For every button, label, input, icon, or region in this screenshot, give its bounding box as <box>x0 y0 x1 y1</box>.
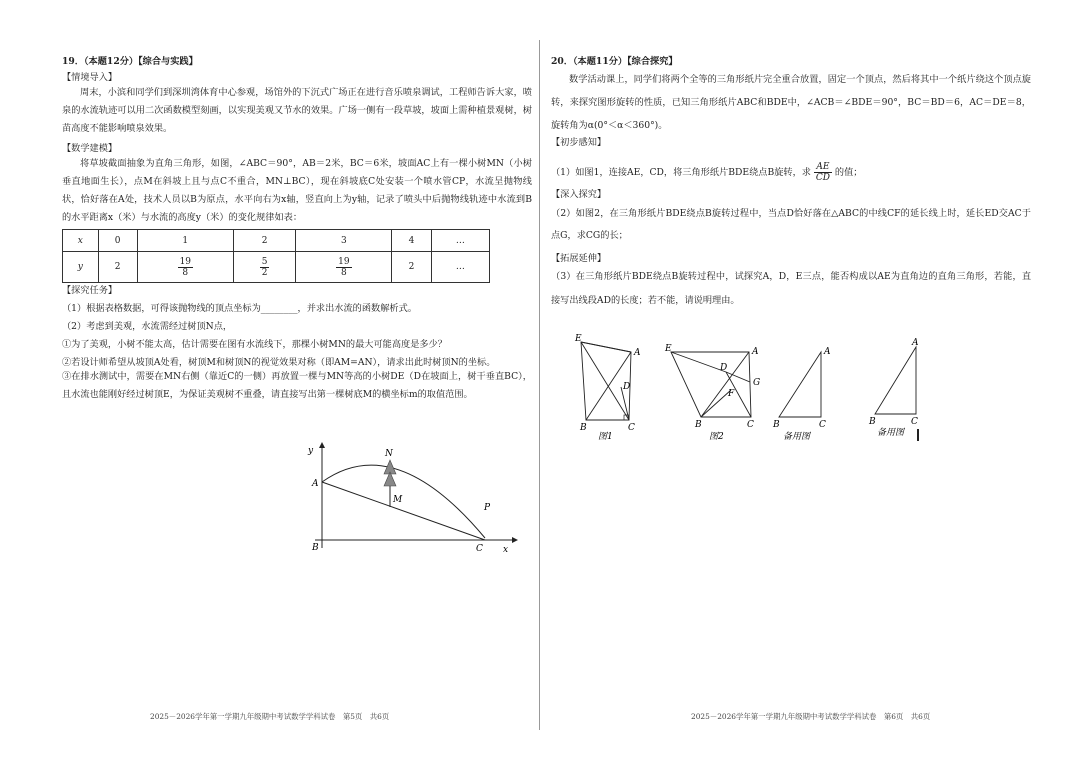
x-3: 3 <box>296 230 392 252</box>
label-n: N <box>385 449 393 459</box>
q19-header: 19．（本题12分）【综合与实践】 <box>62 56 198 67</box>
y-axis-arrow <box>319 442 325 448</box>
svg-text:A: A <box>912 338 919 348</box>
x-axis-arrow <box>512 537 518 543</box>
spare-figure-2 <box>868 338 919 438</box>
q20-intro: 数学活动课上，同学们将两个全等的三角形纸片完全重合放置，固定一个顶点，然后将其中一个纸片绕这个顶点旋转，来探究图形旋转的性质，已知三角形纸片ABC和BDE中，∠ACB＝∠BDE＝90°，BC＝BD＝6，AC＝DE＝8，旋转角为α(0°＜α＜360°)。 <box>551 74 1031 131</box>
caption-fig2: 图2 <box>709 432 724 442</box>
svg-text:C: C <box>628 423 635 433</box>
svg-text:B: B <box>580 423 587 433</box>
page-5 <box>0 0 539 764</box>
page-6 <box>541 0 1080 764</box>
label-c: C <box>476 544 483 554</box>
figure-2 <box>664 344 760 442</box>
ext-question: （3）在三角形纸片BDE绕点B旋转过程中，试探究A，D，E三点，能否构成以AE为直角边的直角三角形，若能，直接写出线段AD的长度；若不能，请说明理由。 <box>551 271 1031 306</box>
svg-text:C: C <box>911 417 918 427</box>
figure-1 <box>574 334 641 442</box>
initial-label: 【初步感知】 <box>551 137 607 148</box>
initial-question <box>551 162 862 183</box>
ext-label: 【拓展延伸】 <box>551 253 607 264</box>
label-b: B <box>312 543 319 553</box>
x-1: 1 <box>137 230 233 252</box>
text-cursor <box>917 429 919 441</box>
parabola-figure <box>300 440 520 555</box>
task-2: （2）考虑到美观，水流需经过树顶N点， <box>62 321 233 332</box>
initial-q-text: （1）如图1，连接AE，CD，将三角形纸片BDE绕点B旋转，求 <box>551 167 811 178</box>
y-3 <box>296 252 392 283</box>
svg-text:A: A <box>824 347 831 357</box>
svg-text:D: D <box>720 363 728 373</box>
y-2 <box>233 252 296 283</box>
caption-spare2: 备用图 <box>877 428 905 438</box>
initial-q-end: 的值； <box>834 167 863 178</box>
label-a: A <box>312 479 319 489</box>
svg-text:E: E <box>665 344 672 354</box>
task-2-2: ②若设计师希望从坡顶A处看，树顶M和树顶N的视觉效果对称（即AM=AN），请求出此时树顶N的坐标。 <box>62 357 496 368</box>
y-0: 2 <box>98 252 137 283</box>
label-p: P <box>484 503 491 513</box>
ae-cd-fraction: $\frac{AE}{CD}$ <box>815 162 830 183</box>
y-1 <box>137 252 233 283</box>
label-x: x <box>503 545 509 555</box>
svg-text:A: A <box>634 348 641 358</box>
spare-figure-1 <box>772 347 831 442</box>
deep-label: 【深入探究】 <box>551 189 607 200</box>
svg-text:F: F <box>728 389 735 399</box>
svg-text:G: G <box>753 378 761 388</box>
fraction: $\frac{5}{2}$ <box>261 256 268 278</box>
task-2-3: ③在排水测试中，需要在MN右侧（靠近C的一侧）再放置一棵与MN等高的小树DE（D在坡面上，树干垂直BC），且水流也能刚好经过树顶E，为保证美观树不重叠，请直接写出第一棵树底M的横坐标m的取值范围。 <box>62 371 532 400</box>
svg-text:C: C <box>747 420 754 430</box>
svg-text:B: B <box>695 420 702 430</box>
task-label: 【探究任务】 <box>62 285 118 296</box>
table-header-x: x <box>63 230 99 252</box>
task-1: （1）根据表格数据，可得该抛物线的顶点坐标为________，并求出水流的函数解析式。 <box>62 303 417 314</box>
x-2: 2 <box>233 230 296 252</box>
svg-text:B: B <box>869 417 876 427</box>
caption-fig1: 图1 <box>598 432 613 442</box>
data-table <box>62 229 490 283</box>
deep-question: （2）如图2，在三角形纸片BDE绕点B旋转过程中，当点D恰好落在△ABC的中线CF的延长线上时，延长ED交AC于点G，求CG的长； <box>551 208 1031 241</box>
parabola-curve <box>322 465 485 538</box>
q20-header: 20．（本题11分）【综合探究】 <box>551 56 678 67</box>
y-5: … <box>431 252 489 283</box>
x-4: 4 <box>392 230 431 252</box>
footer-page-5: 2025－2026学年第一学期九年级期中考试数学学科试卷 第5页 共6页 <box>150 712 390 721</box>
fraction: $\frac{19}{8}$ <box>179 256 192 278</box>
scene-label: 【情境导入】 <box>62 72 118 83</box>
svg-text:A: A <box>752 347 759 357</box>
svg-text:C: C <box>819 420 826 430</box>
page-divider <box>539 40 540 730</box>
x-5: … <box>431 230 489 252</box>
rotation-figures <box>571 332 961 447</box>
label-m: M <box>393 495 403 505</box>
label-y: y <box>308 446 314 456</box>
table-header-y: y <box>63 252 99 283</box>
caption-spare1: 备用图 <box>783 432 811 442</box>
footer-page-6: 2025－2026学年第一学期九年级期中考试数学学科试卷 第6页 共6页 <box>691 712 931 721</box>
task-2-1: ①为了美观，小树不能太高，估计需要在图有水流线下，那棵小树MN的最大可能高度是多少？ <box>62 339 447 350</box>
svg-text:E: E <box>575 334 582 344</box>
svg-text:B: B <box>773 420 780 430</box>
x-0: 0 <box>98 230 137 252</box>
scene-text: 周末，小滨和同学们到深圳湾体育中心参观，场馆外的下沉式广场正在进行音乐喷泉调试，工程师告诉大家，喷泉的水流轨迹可以用二次函数模型刻画，以实现美观又节水的效果。广场一侧有一段草坡，坡面上需种植景观树，树苗高度不能影响喷泉效果。 <box>62 87 532 134</box>
fraction: $\frac{19}{8}$ <box>338 256 350 278</box>
model-text: 将草坡截面抽象为直角三角形，如图，∠ABC＝90°，AB＝2米，BC＝6米，坡面AC上有一棵小树MN（小树垂直地面生长），点M在斜坡上且与点C不重合，MN⊥BC），现在斜坡底C处安装一个喷水管CP，水流呈抛物线状，恰好落在A处，技术人员以B为原点，水平向右为x轴，竖直向上为y轴，记录了喷头中后抛物线轨迹中水流到B的水平距离x（米）与水流的高度y（米）的变化规律如表： <box>62 158 532 223</box>
model-label: 【数学建模】 <box>62 143 118 154</box>
svg-text:D: D <box>623 382 631 392</box>
y-4: 2 <box>392 252 431 283</box>
